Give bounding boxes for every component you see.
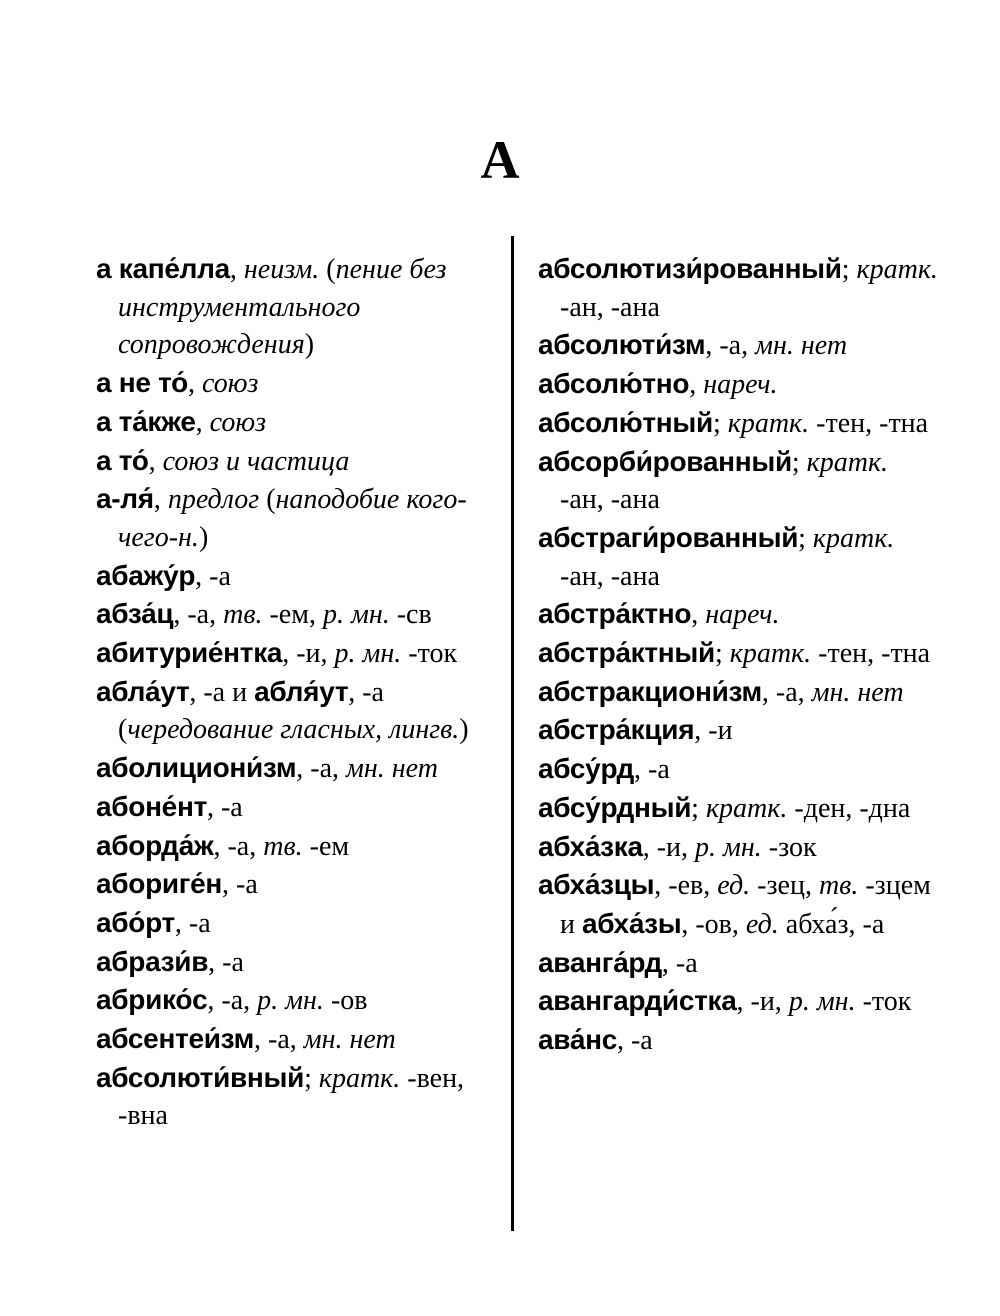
grammar-note: тв.	[818, 870, 859, 902]
grammar-note: тв.	[263, 830, 303, 862]
entry-text: ,	[195, 406, 210, 438]
entry-text: -св	[389, 599, 432, 631]
dictionary-entry	[538, 1021, 938, 1060]
dictionary-entry	[96, 1059, 496, 1135]
grammar-note: неизм.	[243, 254, 320, 285]
entry-text: -ем	[302, 830, 350, 862]
entry-text: , -а	[661, 947, 698, 979]
dictionary-entry	[96, 865, 496, 904]
entry-text: , -а,	[296, 753, 347, 785]
headword: аванга́рд	[538, 946, 662, 978]
dictionary-entry	[96, 480, 496, 556]
dictionary-entry	[96, 1020, 496, 1059]
entry-text: -ан, -ана	[560, 560, 660, 592]
column-divider	[511, 236, 514, 1231]
grammar-note: ед.	[717, 870, 751, 902]
dictionary-entry	[538, 673, 938, 712]
headword: абориге́н	[96, 868, 223, 900]
grammar-note: тв.	[223, 599, 263, 631]
left-column	[96, 250, 496, 1135]
headword: абрази́в	[96, 945, 209, 977]
entry-text: , -а,	[705, 330, 756, 362]
headword: а не то́	[96, 367, 188, 399]
dictionary-entry	[538, 828, 938, 867]
entry-text: , -ов,	[681, 908, 746, 940]
headword: аборда́ж	[96, 829, 214, 861]
entry-text: -ток	[855, 986, 912, 1018]
grammar-note: кратк.	[318, 1062, 401, 1094]
headword: абажу́р	[96, 559, 196, 591]
headword: абитурие́нтка	[96, 637, 283, 669]
entry-text: ;	[691, 792, 706, 824]
headword: а та́кже	[96, 405, 196, 437]
dictionary-entry	[538, 789, 938, 828]
entry-text: , -ев,	[654, 870, 718, 902]
entry-text: ;	[304, 1062, 319, 1094]
dictionary-entry	[538, 944, 938, 983]
entry-text: ;	[798, 522, 813, 554]
entry-text: , -и,	[642, 831, 696, 863]
entry-text: , -а	[206, 791, 243, 823]
grammar-note: кратк.	[856, 254, 938, 285]
grammar-note: нареч.	[705, 599, 780, 631]
grammar-note: наподобие кого-чего-н.	[118, 484, 467, 553]
entry-text: , -а (	[118, 676, 384, 746]
grammar-note: мн. нет	[811, 676, 904, 708]
entry-text: , -а	[208, 946, 244, 978]
headword: абсолюти́вный	[96, 1061, 305, 1093]
entry-text: , -а и	[189, 676, 255, 708]
dictionary-entry	[538, 711, 938, 750]
grammar-note: кратк.	[705, 792, 788, 824]
headword: абсорби́рованный	[538, 445, 792, 477]
dictionary-entry	[538, 519, 938, 595]
entry-text: -вен, -вна	[118, 1062, 465, 1132]
entry-text: )	[304, 329, 315, 361]
grammar-note: союз и частица	[162, 445, 350, 477]
headword: абха́зы	[581, 907, 682, 939]
dictionary-entry	[538, 326, 938, 365]
entry-text: -ов	[323, 985, 368, 1017]
entry-text: , -а	[616, 1025, 653, 1057]
entry-text: -зок	[761, 831, 817, 863]
headword: ава́нс	[538, 1024, 617, 1056]
entry-text: -тен, -тна	[811, 638, 931, 670]
dictionary-entry	[538, 404, 938, 443]
dictionary-entry	[96, 403, 496, 442]
entry-text: -ан, -ана	[560, 484, 660, 516]
grammar-note: мн. нет	[346, 753, 438, 785]
grammar-note: пение без инструментального сопровождения	[118, 254, 447, 361]
grammar-note: р. мн.	[257, 985, 324, 1017]
dictionary-entry	[96, 981, 496, 1020]
grammar-note: кратк.	[727, 407, 810, 439]
entry-text: -ем,	[262, 599, 323, 631]
entry-text: , -а,	[254, 1024, 304, 1056]
dictionary-entry	[96, 557, 496, 596]
dictionary-entry	[538, 866, 938, 943]
entry-text: , -а	[195, 560, 231, 592]
grammar-note: р. мн.	[322, 599, 390, 631]
grammar-note: предлог	[167, 484, 260, 516]
entry-text: )	[198, 521, 209, 553]
entry-text: ,	[691, 599, 706, 631]
dictionary-entry	[538, 443, 938, 519]
grammar-note: союз	[209, 406, 267, 438]
dictionary-entry	[96, 788, 496, 827]
entry-text: )	[459, 714, 469, 746]
dictionary-entry	[538, 750, 938, 789]
entry-text: ,	[148, 445, 163, 477]
grammar-note: союз	[201, 368, 259, 400]
entry-text: , -и,	[736, 986, 789, 1018]
headword: абстра́ктно	[538, 598, 692, 630]
headword: або́рт	[96, 906, 175, 938]
entry-text: ,	[689, 369, 704, 401]
entry-text: , -а	[174, 907, 211, 939]
entry-text: (	[259, 484, 276, 516]
entry-text: , -а,	[213, 830, 264, 862]
entry-text: -тен, -тна	[809, 407, 929, 439]
dictionary-entry	[538, 595, 938, 634]
dictionary-entry	[538, 365, 938, 404]
dictionary-entry	[96, 595, 496, 634]
entry-text: абха́з, -а	[778, 908, 885, 940]
dictionary-entry	[538, 982, 938, 1021]
entry-text: -зцем и	[560, 870, 931, 940]
dictionary-entry	[538, 634, 938, 673]
headword: а то́	[96, 444, 149, 476]
headword: абза́ц	[96, 598, 174, 630]
entry-text: ;	[791, 446, 807, 478]
dictionary-entry	[96, 250, 496, 364]
headword: абля́ут	[254, 675, 349, 707]
dictionary-entry	[96, 943, 496, 982]
entry-text: ;	[712, 407, 728, 439]
dictionary-entry	[96, 673, 496, 749]
dictionary-entry	[96, 749, 496, 788]
grammar-note: мн. нет	[303, 1024, 396, 1056]
dictionary-entry	[538, 250, 938, 326]
grammar-note: р. мн.	[334, 638, 402, 670]
headword: абсолю́тный	[538, 406, 713, 438]
dictionary-entry	[96, 442, 496, 481]
grammar-note: кратк.	[812, 522, 895, 554]
section-letter: А	[480, 130, 520, 190]
entry-text: , -а	[634, 754, 670, 786]
grammar-note: р. мн.	[695, 831, 762, 863]
entry-text: (	[319, 254, 336, 285]
entry-text: , -а,	[761, 676, 812, 708]
headword: абрико́с	[96, 984, 208, 1016]
headword: а капе́лла	[96, 253, 230, 284]
grammar-note: ед.	[745, 908, 779, 940]
entry-text: ,	[153, 484, 168, 516]
entry-text: , -и,	[282, 638, 335, 670]
headword: абсу́рд	[538, 753, 635, 785]
entry-text: -ток	[401, 638, 458, 670]
dictionary-entry	[96, 364, 496, 403]
entry-text: ,	[229, 254, 244, 285]
entry-text: , -и	[694, 715, 733, 747]
headword: абсолю́тно	[538, 368, 690, 400]
headword: абла́ут	[96, 675, 190, 707]
headword: а-ля́	[96, 483, 154, 515]
dictionary-entry	[96, 827, 496, 866]
headword: абха́зка	[538, 830, 643, 862]
headword: абстракциони́зм	[538, 675, 762, 707]
headword: авангарди́стка	[538, 985, 737, 1017]
grammar-note: мн. нет	[755, 330, 848, 362]
entry-text: -зец,	[750, 870, 819, 902]
entry-text: ;	[841, 254, 857, 285]
headword: абха́зцы	[538, 869, 655, 901]
right-column	[538, 250, 938, 1060]
grammar-note: нареч.	[703, 369, 778, 401]
grammar-note: чередование гласных, лингв.	[127, 714, 460, 746]
headword: абоне́нт	[96, 790, 207, 822]
headword: абстра́кция	[538, 714, 695, 746]
headword: абсолютизи́рованный	[538, 253, 842, 284]
entry-text: , -а,	[173, 599, 224, 631]
dictionary-entry	[96, 634, 496, 673]
entry-text: , -а	[222, 869, 258, 901]
entry-text: -ан, -ана	[560, 291, 660, 323]
grammar-note: кратк.	[806, 446, 889, 478]
headword: абстра́ктный	[538, 637, 715, 669]
entry-text: ;	[714, 638, 730, 670]
grammar-note: кратк.	[729, 638, 812, 670]
headword: абсентеи́зм	[96, 1023, 254, 1055]
dictionary-entry	[96, 904, 496, 943]
headword: абсу́рдный	[538, 791, 692, 823]
grammar-note: р. мн.	[788, 986, 856, 1018]
headword: абсолюти́зм	[538, 329, 706, 361]
headword: абстраги́рованный	[538, 521, 799, 553]
entry-text: ,	[187, 368, 202, 400]
entry-text: , -а,	[207, 985, 258, 1017]
entry-text: -ден, -дна	[787, 792, 911, 824]
headword: аболициони́зм	[96, 752, 297, 784]
